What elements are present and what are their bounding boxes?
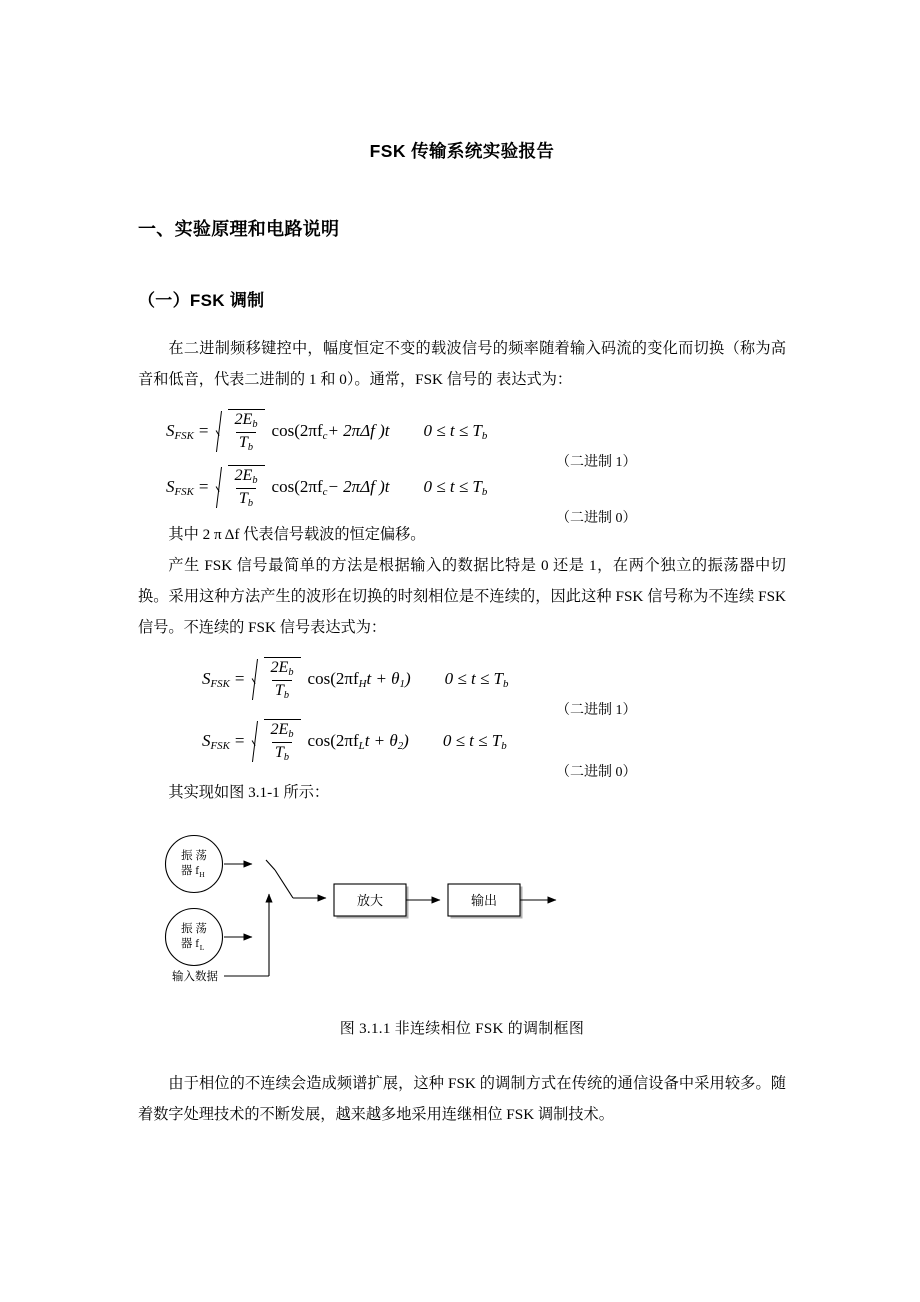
square-root <box>251 719 300 764</box>
equation-lhs: $S_{FSK}$ <box>202 668 230 690</box>
equation-set-2 <box>138 649 786 780</box>
equation-label-binary-1: （二进制 1） <box>556 455 637 470</box>
equation-label-binary-0: （二进制 0） <box>556 511 637 526</box>
radical-sign <box>251 657 264 702</box>
cosine-expression: $\cos(2\pi f_c- 2\pi\Delta f$ )t <box>271 476 390 498</box>
section-heading: 一、实验原理和电路说明 <box>138 219 340 239</box>
subsection-heading: （一）FSK 调制 <box>138 291 265 310</box>
square-root <box>215 409 264 454</box>
equation-condition: $0 \le t \le T_b$ <box>442 730 507 752</box>
equation-lhs: $S_{FSK}$ <box>166 420 194 442</box>
equation-set-1 <box>138 403 786 526</box>
paragraph-figure-reference: 其实现如图 3.1-1 所示： <box>168 784 330 801</box>
fraction: $\frac{2E_b}{T_b}$ <box>234 467 258 509</box>
equation-discontinuous-binary-0 <box>202 719 507 764</box>
amplifier-box-label: 放大 <box>356 893 384 908</box>
figure-block-diagram <box>138 818 786 1003</box>
paragraph-after-equation-1: 其中 2 π Δf 代表信号载波的恒定偏移。 <box>168 526 426 543</box>
input-data-label: 输入数据 <box>172 971 218 983</box>
square-root <box>251 657 300 702</box>
oscillator-high-circle <box>166 836 223 893</box>
cosine-expression: $\cos(2\pi f_c+ 2\pi\Delta f$ )t <box>271 420 390 442</box>
paragraph-method: 产生 FSK 信号最简单的方法是根据输入的数据比特是 0 还是 1，在两个独立的振荡器中切换。采用这种方法产生的波形在切换的时刻相位是不连续的，因此这种 FSK 信号称为不连续 FSK 信号。不连续的 FSK 信号表达式为： <box>138 557 786 636</box>
oscillator-high-label-line1: 振 荡 <box>181 850 207 862</box>
switch-upper-contact <box>266 860 275 870</box>
equation-label-binary-0: （二进制 0） <box>556 765 637 780</box>
equation-lhs: $S_{FSK}$ <box>202 730 230 752</box>
fraction: $\frac{2E_b}{T_b}$ <box>270 721 294 763</box>
output-box-label: 输出 <box>470 893 498 908</box>
equation-binary-0 <box>166 465 487 510</box>
oscillator-low-label-line2: 器 f <box>180 938 200 950</box>
equals-sign: = <box>234 669 245 689</box>
fraction: $\frac{2E_b}{T_b}$ <box>270 659 294 701</box>
page-title: FSK 传输系统实验报告 <box>369 141 555 161</box>
block-diagram-svg <box>138 818 786 1003</box>
document-content <box>138 0 786 1130</box>
switch-blade <box>275 870 293 898</box>
radical-sign <box>251 719 264 764</box>
equation-discontinuous-binary-1 <box>202 657 508 702</box>
oscillator-low-subscript: L <box>199 943 205 952</box>
equation-condition: $0 \le t \le T_b$ <box>423 476 488 498</box>
cosine-expression: $\cos(2\pi f_Ht + \theta_1)$ <box>307 668 411 690</box>
oscillator-low-circle <box>166 909 223 966</box>
paragraph-conclusion: 由于相位的不连续会造成频谱扩展，这种 FSK 的调制方式在传统的通信设备中采用较多。随着数字处理技术的不断发展，越来越多地采用连继相位 FSK 调制技术。 <box>138 1075 786 1123</box>
oscillator-high-subscript: H <box>199 870 205 879</box>
oscillator-high-label-line2: 器 f <box>180 865 200 877</box>
equation-label-binary-1: （二进制 1） <box>556 703 637 718</box>
equation-condition: $0 \le t \le T_b$ <box>444 668 509 690</box>
cosine-expression: $\cos(2\pi f_Lt + \theta_2)$ <box>307 730 409 752</box>
figure-caption: 图 3.1.1 非连续相位 FSK 的调制框图 <box>339 1021 585 1037</box>
equals-sign: = <box>198 421 209 441</box>
equation-binary-1 <box>166 409 487 454</box>
equation-lhs: $S_{FSK}$ <box>166 476 194 498</box>
paragraph-intro: 在二进制频移键控中，幅度恒定不变的载波信号的频率随着输入码流的变化而切换（称为高音和低音，代表二进制的 1 和 0）。通常，FSK 信号的 表达式为： <box>138 340 786 388</box>
equation-condition: $0 \le t \le T_b$ <box>423 420 488 442</box>
equals-sign: = <box>234 731 245 751</box>
fraction: $\frac{2E_b}{T_b}$ <box>234 411 258 453</box>
oscillator-low-label-line1: 振 荡 <box>181 923 207 935</box>
square-root <box>215 465 264 510</box>
radical-sign <box>215 409 228 454</box>
equals-sign: = <box>198 477 209 497</box>
radical-sign <box>215 465 228 510</box>
